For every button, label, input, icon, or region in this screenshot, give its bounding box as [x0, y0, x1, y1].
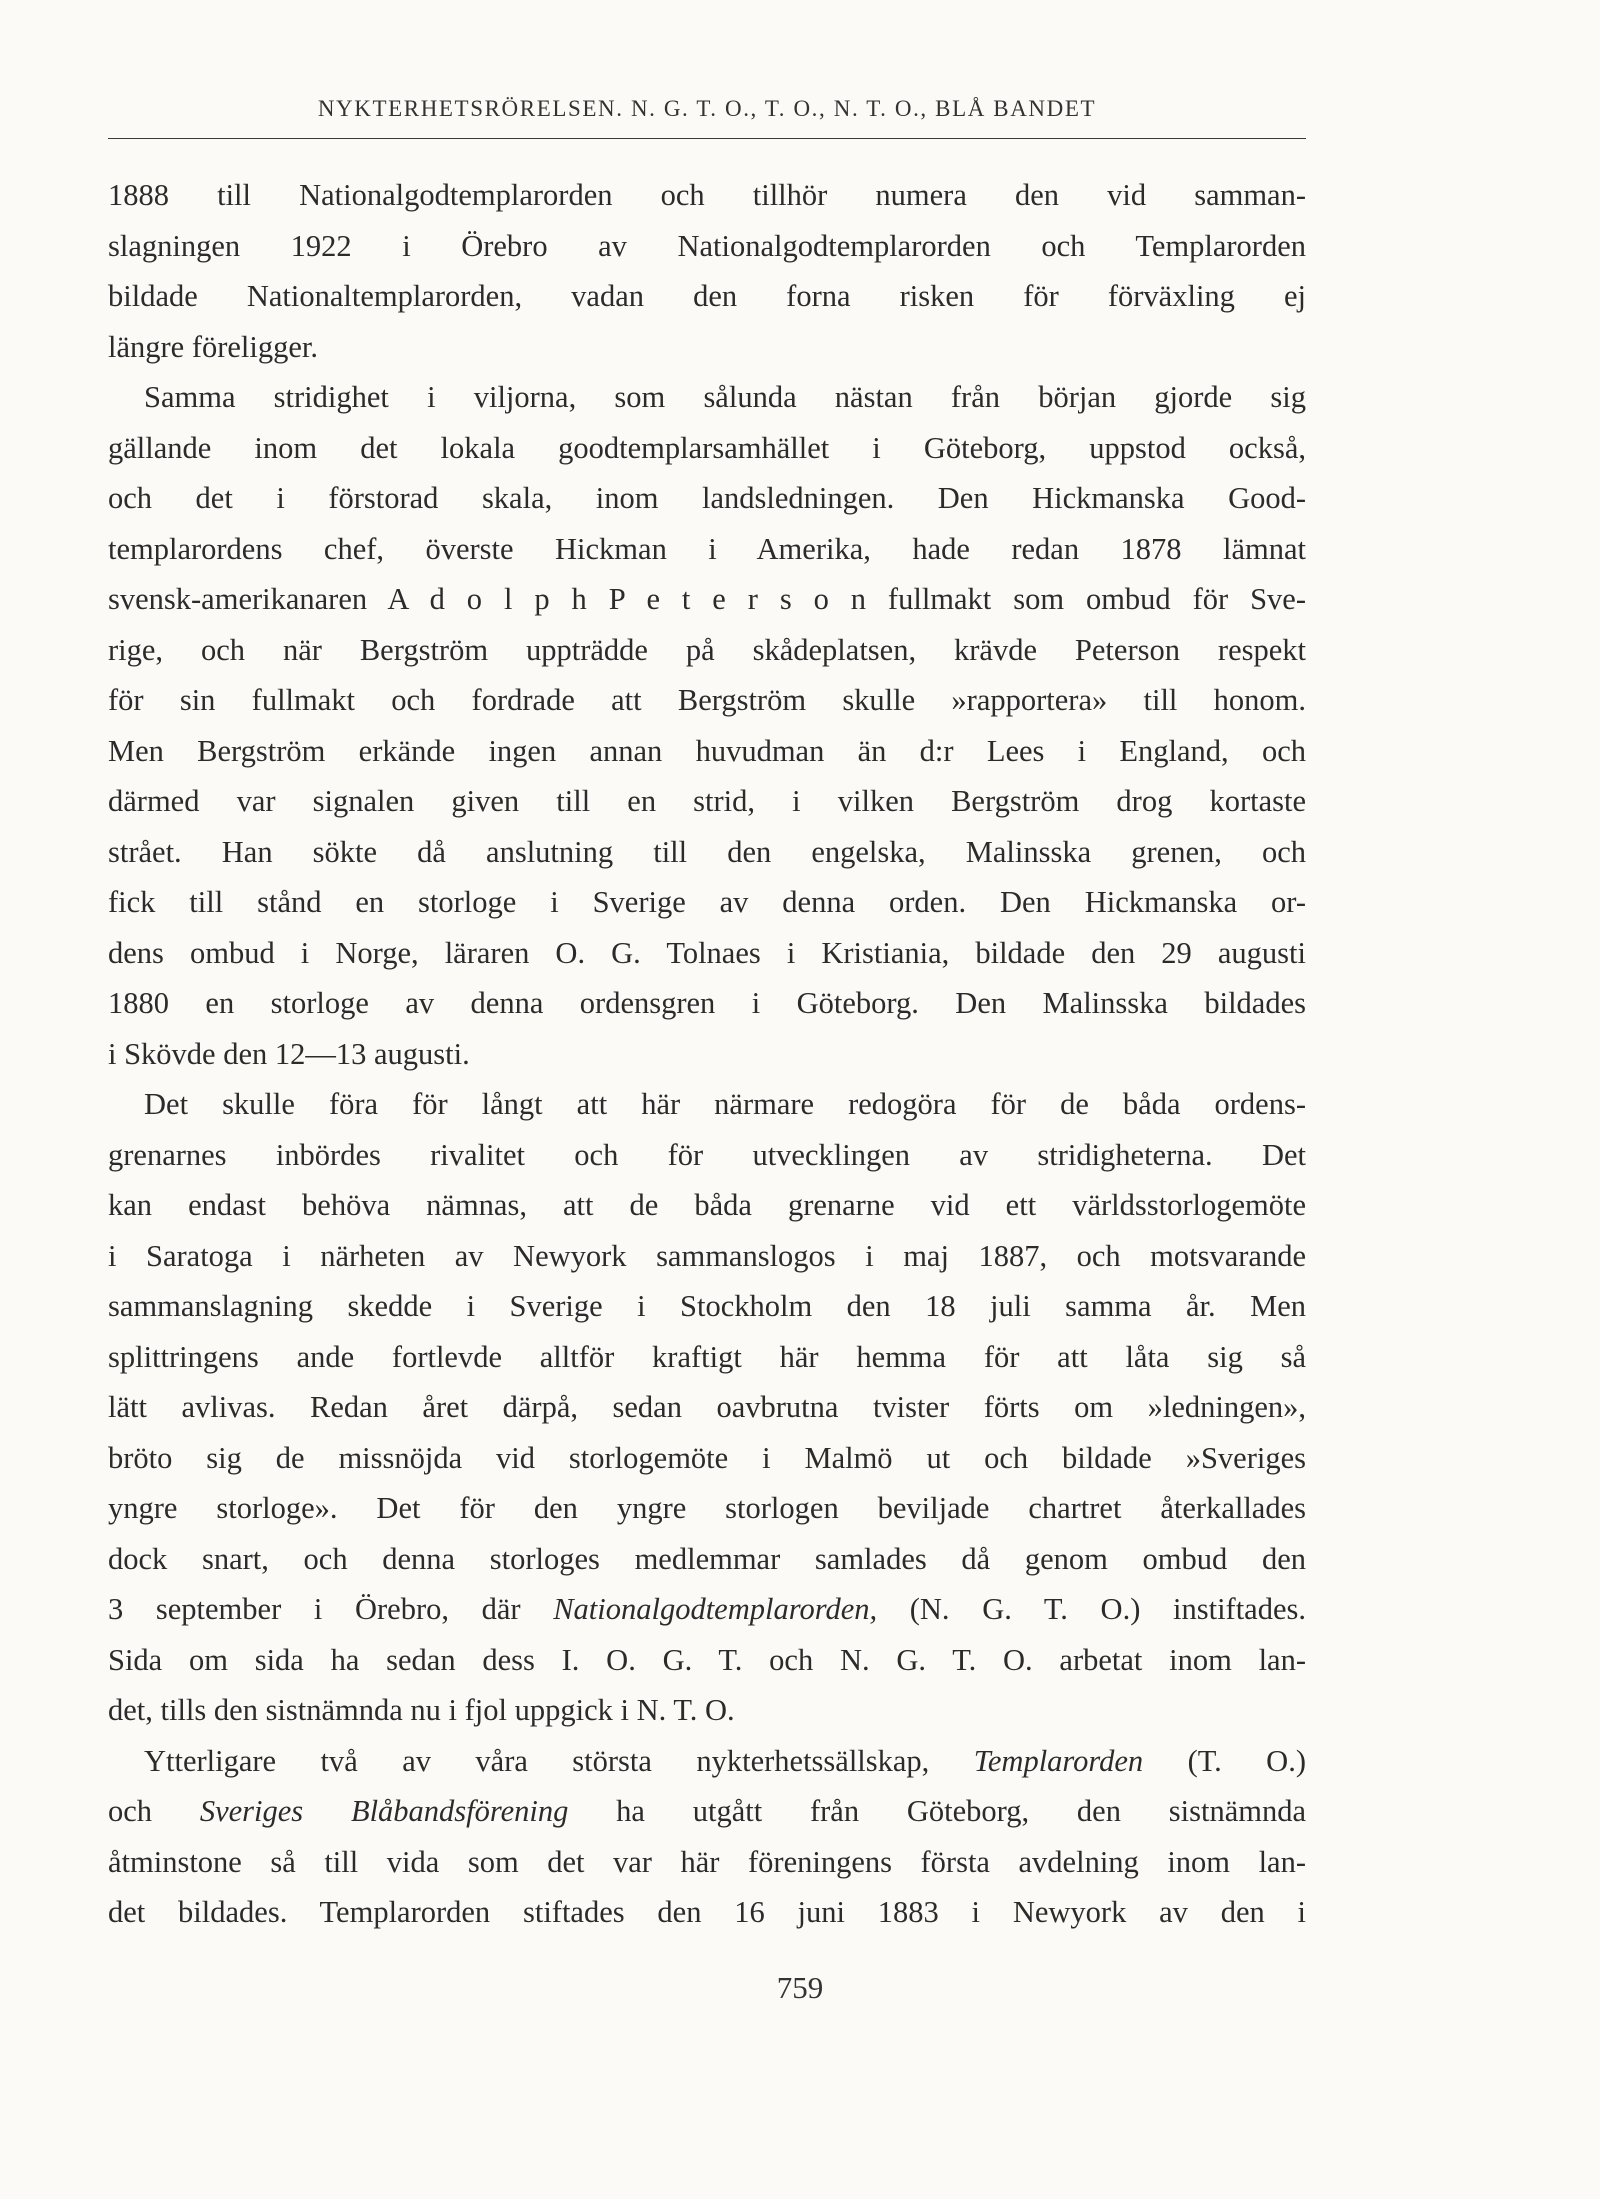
text-line: i Saratoga i närheten av Newyork sammanslogos i maj 1887, och motsvarande	[108, 1238, 1306, 1273]
text-line: sammanslagning skedde i Sverige i Stockholm den 18 juli samma år. Men	[108, 1289, 1306, 1323]
text-line: lätt avlivas. Redan året därpå, sedan oavbrutna tvister förts om »ledningen»,	[108, 1390, 1306, 1424]
text-line: Det skulle föra för långt att här närmare redogöra för de båda ordens-	[144, 1087, 1306, 1121]
text-line: gällande inom det lokala goodtemplarsamhället i Göteborg, uppstod också,	[108, 430, 1306, 465]
italic-phrase: Templarorden	[973, 1743, 1144, 1778]
text-line: och Sveriges Blåbandsförening ha utgått från Göteborg, den sistnämnda	[108, 1794, 1306, 1828]
text-line: bildade Nationaltemplarorden, vadan den forna risken för förväxling ej	[108, 279, 1306, 313]
text-line: rige, och när Bergström uppträdde på skådeplatsen, krävde Peterson respekt	[108, 632, 1306, 667]
text-line: 1888 till Nationalgodtemplarorden och tillhör numera den vid samman-	[108, 178, 1306, 212]
text-line: längre föreligger.	[108, 329, 319, 364]
text-line: det bildades. Templarorden stiftades den 16 juni 1883 i Newyork av den i	[108, 1895, 1306, 1929]
text-line: det, tills den sistnämnda nu i fjol uppgick i N. T. O.	[108, 1693, 735, 1727]
page-number: 759	[776, 1970, 824, 2005]
text-line: 1880 en storloge av denna ordensgren i Göteborg. Den Malinsska bildades	[108, 986, 1306, 1020]
header-rule	[108, 138, 1306, 139]
text-line: bröto sig de missnöjda vid storlogemöte i Malmö ut och bildade »Sveriges	[108, 1440, 1306, 1475]
text-line: Men Bergström erkände ingen annan huvudman än d:r Lees i England, och	[108, 733, 1306, 768]
body-text	[108, 170, 1306, 1938]
text-line: fick till stånd en storloge i Sverige av denna orden. Den Hickmanska or-	[108, 885, 1306, 919]
text-line: Ytterligare två av våra största nykterhetssällskap, Templarorden (T. O.)	[144, 1743, 1306, 1778]
text-line: dens ombud i Norge, läraren O. G. Tolnaes i Kristiania, bildade den 29 augusti	[108, 935, 1306, 970]
italic-phrase: Nationalgodtemplarorden,	[553, 1592, 878, 1626]
text-line: Sida om sida ha sedan dess I. O. G. T. och N. G. T. O. arbetat inom lan-	[108, 1642, 1306, 1677]
text-line: i Skövde den 12—13 augusti.	[108, 1036, 470, 1071]
text-line: strået. Han sökte då anslutning till den engelska, Malinsska grenen, och	[108, 834, 1306, 869]
text-line: därmed var signalen given till en strid, i vilken Bergström drog kortaste	[108, 784, 1306, 818]
italic-phrase: Sveriges Blåbandsförening	[199, 1794, 569, 1828]
text-line: yngre storloge». Det för den yngre storlogen beviljade chartret återkallades	[108, 1491, 1306, 1525]
text-line: grenarnes inbördes rivalitet och för utvecklingen av stridigheterna. Det	[108, 1137, 1306, 1172]
text-line: slagningen 1922 i Örebro av Nationalgodtemplarorden och Templarorden	[108, 228, 1306, 263]
text-line: 3 september i Örebro, där Nationalgodtemplarorden, (N. G. T. O.) instiftades.	[108, 1592, 1306, 1626]
text-line: templarordens chef, överste Hickman i Amerika, hade redan 1878 lämnat	[108, 531, 1306, 566]
text-line: dock snart, och denna storloges medlemmar samlades då genom ombud den	[108, 1541, 1306, 1576]
text-line: och det i förstorad skala, inom landsledningen. Den Hickmanska Good-	[108, 481, 1306, 515]
text-line: för sin fullmakt och fordrade att Bergström skulle »rapportera» till honom.	[108, 683, 1306, 717]
text-line: Samma stridighet i viljorna, som sålunda nästan från början gjorde sig	[144, 380, 1306, 414]
text-line: splittringens ande fortlevde alltför kraftigt här hemma för att låta sig så	[108, 1339, 1306, 1374]
text-line: svensk-amerikanaren A d o l p h P e t e r s o n fullmakt som ombud för Sve-	[108, 582, 1306, 616]
text-line: kan endast behöva nämnas, att de båda grenarne vid ett världsstorlogemöte	[108, 1188, 1306, 1222]
text-line: åtminstone så till vida som det var här föreningens första avdelning inom lan-	[108, 1844, 1306, 1879]
running-head: NYKTERHETSRÖRELSEN. N. G. T. O., T. O., N. T. O., BLÅ BANDET	[317, 96, 1097, 121]
